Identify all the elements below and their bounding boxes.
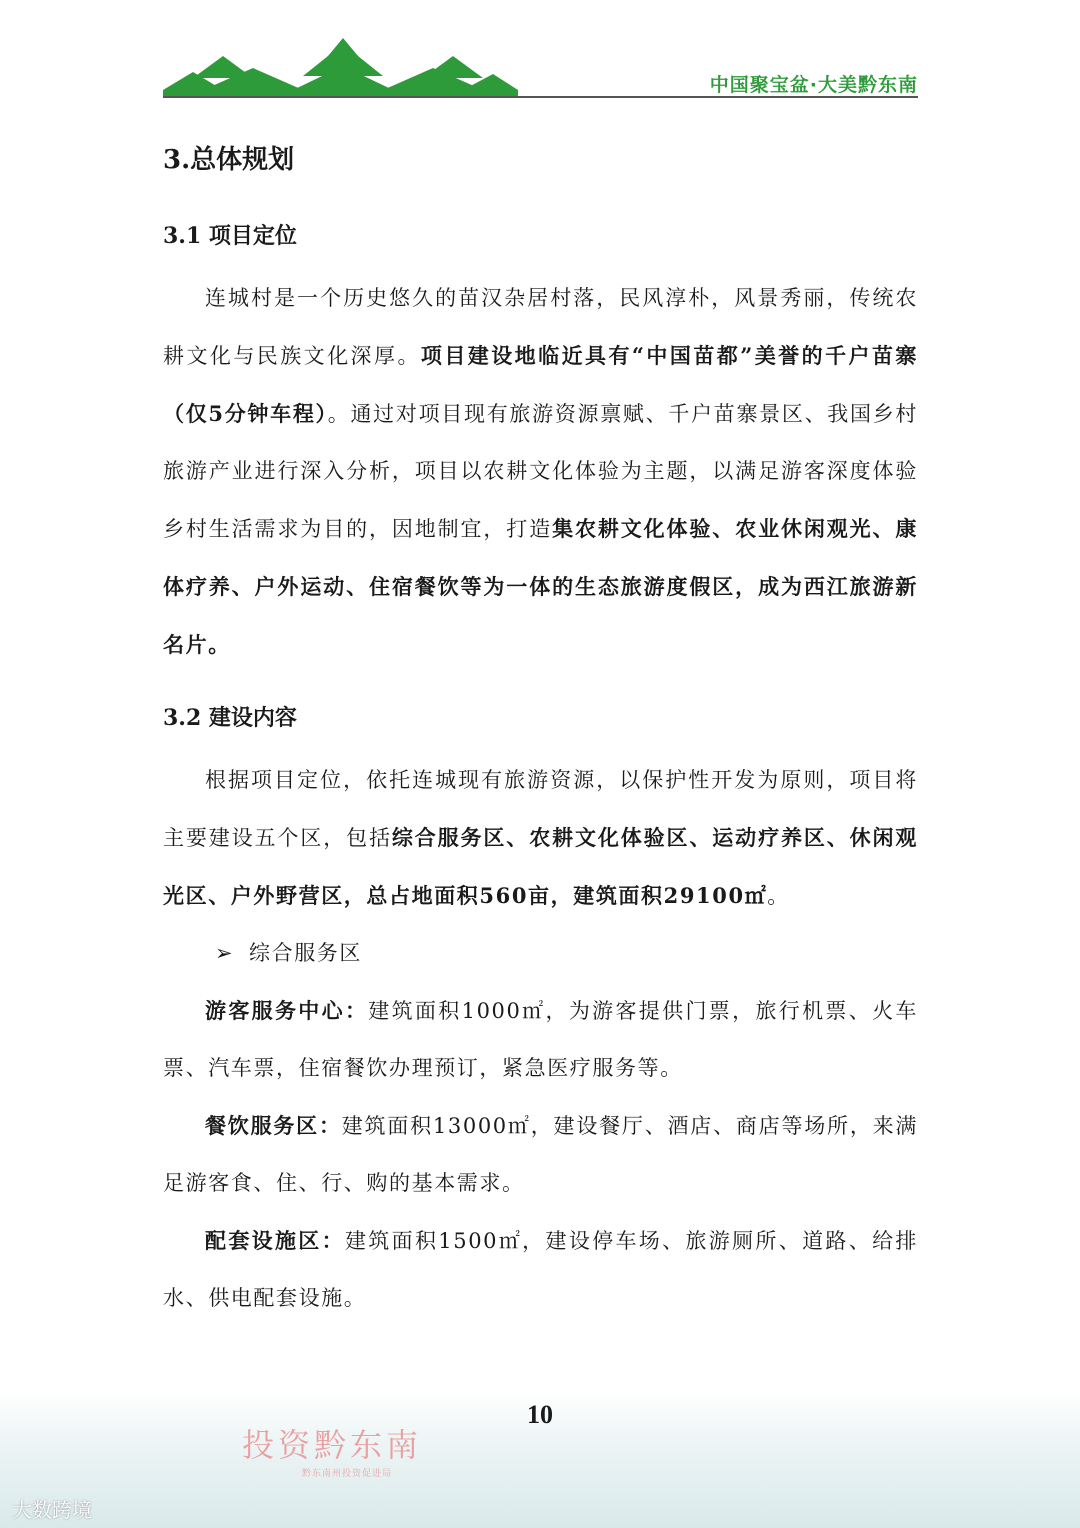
footer-brand-logo: 投资黔东南 黔东南州投资促进局 <box>242 1426 423 1479</box>
item-visitor-center: 游客服务中心：建筑面积1000㎡，为游客提供门票，旅行机票、火车票、汽车票，住宿餐饮办理预订，紧急医疗服务等。 <box>163 998 918 1080</box>
section-title-3: 3.总体规划 <box>163 145 295 175</box>
header-rule <box>163 96 918 98</box>
drum-tower-logo <box>163 38 523 100</box>
page-number: 10 <box>527 1400 553 1429</box>
document-body <box>163 138 918 1327</box>
section-title-3-1: 3.1 项目定位 <box>163 223 297 249</box>
bullet-integrated-service-area: ➢ 综合服务区 <box>163 925 918 982</box>
section-title-3-2: 3.2 建设内容 <box>163 705 297 731</box>
page-header <box>163 38 918 100</box>
item-facilities-area: 配套设施区：建筑面积1500㎡，建设停车场、旅游厕所、道路、给排水、供电配套设施。 <box>163 1228 918 1310</box>
paragraph-construction: 根据项目定位，依托连城现有旅游资源，以保护性开发为原则，项目将主要建设五个区，包括综合服务区、农耕文化体验区、运动疗养区、休闲观光区、户外野营区，总占地面积560亩，建筑面积29100㎡。 <box>163 768 918 908</box>
arrow-bullet-icon: ➢ <box>215 941 235 965</box>
watermark: 大数跨境 <box>12 1498 92 1522</box>
item-dining-area: 餐饮服务区：建筑面积13000㎡，建设餐厅、酒店、商店等场所，来满足游客食、住、行、购的基本需求。 <box>163 1113 919 1195</box>
paragraph-positioning: 连城村是一个历史悠久的苗汉杂居村落，民风淳朴，风景秀丽，传统农耕文化与民族文化深厚。项目建设地临近具有“中国苗都”美誉的千户苗寨（仅5分钟车程）。通过对项目现有旅游资源禀赋、千户苗寨景区、我国乡村旅游产业进行深入分析，项目以农耕文化体验为主题，以满足游客深度体验乡村生活需求为目的，因地制宜，打造集农耕文化体验、农业休闲观光、康体疗养、户外运动、住宿餐饮等为一体的生态旅游度假区，成为西江旅游新名片。 <box>163 286 919 657</box>
header-slogan: 中国聚宝盆·大美黔东南 <box>709 74 918 96</box>
